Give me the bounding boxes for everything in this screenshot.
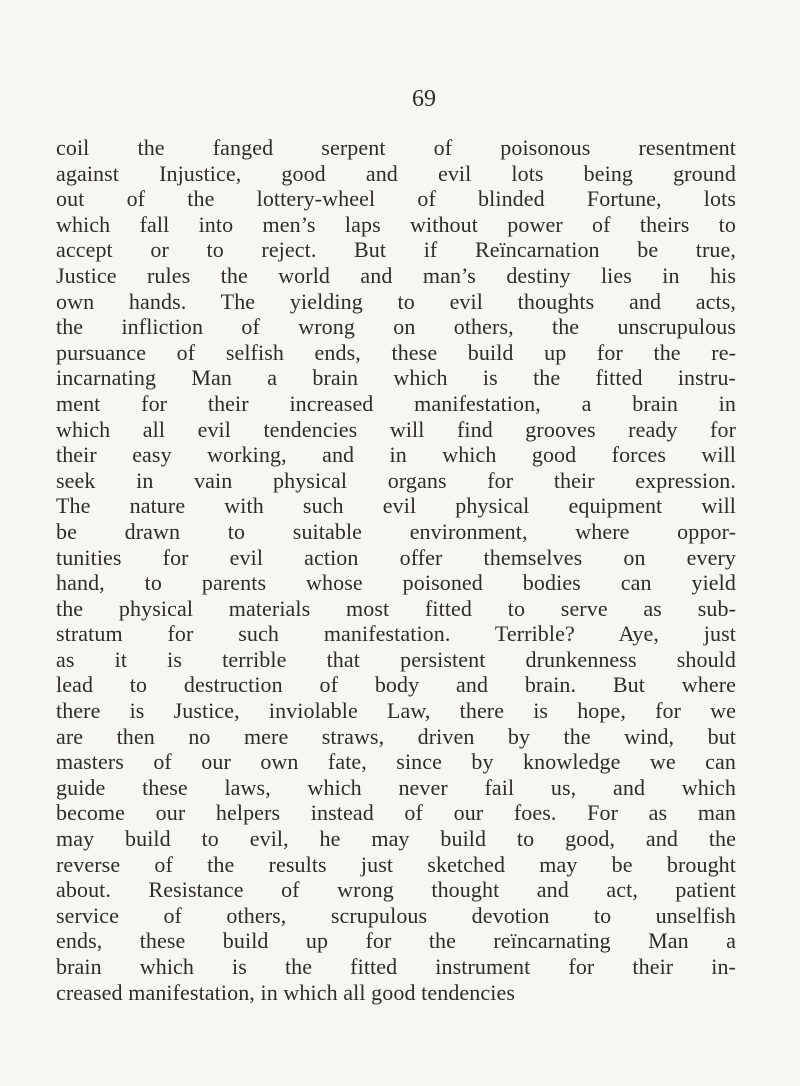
text-line: seek in vain physical organs for their expression. xyxy=(56,467,736,493)
text-line: stratum for such manifestation. Terrible? Aye, just xyxy=(56,621,736,647)
text-line: Justice rules the world and man’s destiny lies in his xyxy=(56,262,736,288)
text-line: be drawn to suitable environment, where oppor- xyxy=(56,518,736,544)
text-line: ment for their increased manifestation, a brain in xyxy=(56,390,736,416)
text-line: against Injustice, good and evil lots being ground xyxy=(56,160,736,186)
text-line: become our helpers instead of our foes. For as man xyxy=(56,800,736,826)
text-line: service of others, scrupulous devotion to unselfish xyxy=(56,902,736,928)
text-line: hand, to parents whose poisoned bodies can yield xyxy=(56,570,736,596)
body-text xyxy=(56,135,736,1005)
text-line: about. Resistance of wrong thought and act, patient xyxy=(56,877,736,903)
text-line: own hands. The yielding to evil thoughts and acts, xyxy=(56,288,736,314)
text-line: pursuance of selfish ends, these build up for the re- xyxy=(56,339,736,365)
text-line: ends, these build up for the reïncarnating Man a xyxy=(56,928,736,954)
text-line: out of the lottery-wheel of blinded Fortune, lots xyxy=(56,186,736,212)
text-line: the physical materials most fitted to serve as sub- xyxy=(56,595,736,621)
text-line: which fall into men’s laps without power of theirs to xyxy=(56,211,736,237)
text-line: lead to destruction of body and brain. But where xyxy=(56,672,736,698)
text-line: incarnating Man a brain which is the fitted instru- xyxy=(56,365,736,391)
text-line: which all evil tendencies will find grooves ready for xyxy=(56,416,736,442)
text-line: as it is terrible that persistent drunkenness should xyxy=(56,646,736,672)
text-line: are then no mere straws, driven by the wind, but xyxy=(56,723,736,749)
text-line: the infliction of wrong on others, the unscrupulous xyxy=(56,314,736,340)
text-line: reverse of the results just sketched may be brought xyxy=(56,851,736,877)
text-line: there is Justice, inviolable Law, there is hope, for we xyxy=(56,698,736,724)
text-line: guide these laws, which never fail us, and which xyxy=(56,774,736,800)
text-line: tunities for evil action offer themselves on every xyxy=(56,544,736,570)
text-line: coil the fanged serpent of poisonous resentment xyxy=(56,135,736,160)
page-number: 69 xyxy=(412,86,436,112)
text-line: The nature with such evil physical equipment will xyxy=(56,493,736,519)
text-line: masters of our own fate, since by knowledge we can xyxy=(56,749,736,775)
text-line: their easy working, and in which good forces will xyxy=(56,442,736,468)
text-line: accept or to reject. But if Reïncarnation be true, xyxy=(56,237,736,263)
text-line: may build to evil, he may build to good, and the xyxy=(56,826,736,852)
text-line: creased manifestation, in which all good tendencies xyxy=(56,979,515,1005)
text-line: brain which is the fitted instrument for their in- xyxy=(56,954,736,979)
